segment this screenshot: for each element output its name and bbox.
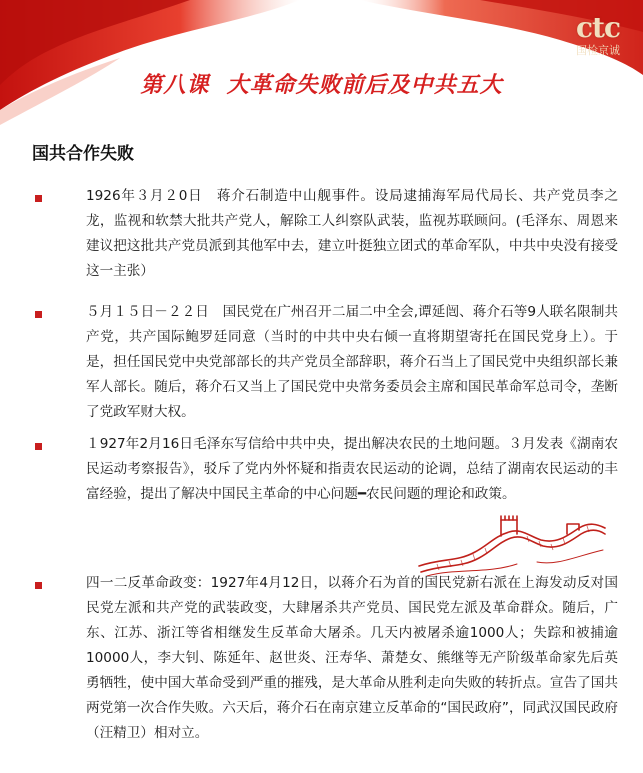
bullet-square: [35, 443, 42, 450]
paragraph-zhongshan-incident: 1926年３月２0日 蒋介石制造中山舰事件。设局逮捕海军局代局长、共产党员李之龙，监视和软禁大批共产党人，解除工人纠察队武装，监视苏联顾问。(毛泽东、周恩来建议把这批共产党员派到其他军中去，建立叶挺独立团式的革命军队，中共中央没有接受这一主张）: [86, 188, 618, 279]
bullet-square: [35, 195, 42, 202]
page-title: 第八课 大革命失败前后及中共五大: [140, 73, 503, 98]
ctc-logo: [563, 11, 633, 60]
paragraph-april-12-coup: 四一二反革命政变：1927年4月12日，以蒋介石为首的国民党新右派在上海发动反对国民党左派和共产党的武装政变，大肆屠杀共产党员、国民党左派及革命群众。随后，广东、江苏、浙江等省相继发生反革命大屠杀。几天内被屠杀逾1000人；失踪和被捕逾10000人，李大钊、陈延年、赵世炎、汪寿华、萧楚女、熊继等无产阶级革命家先后英勇牺牲，使中国大革命受到严重的摧残，是大革命从胜利走向失败的转折点。宣告了国共两党第一次合作失败。六天后，蒋介石在南京建立反革命的“国民政府”，同武汉国民政府（汪精卫）相对立。: [86, 575, 618, 741]
bullet-square: [35, 311, 42, 318]
bullet-square: [35, 582, 42, 589]
paragraph-peasant-report: １927年2月16日毛泽东写信给中共中央，提出解决农民的土地问题。３月发表《湖南农民运动考察报告》，驳斥了党内外怀疑和指责农民运动的论调，总结了湖南农民运动的丰富经验，提出了解决中国民主革命的中心问题━农民问题的理论和政策。: [86, 436, 618, 502]
logo-subtitle: 国检京诚: [576, 44, 620, 57]
paragraph-second-plenum: ５月１５日－２２日 国民党在广州召开二届二中全会,谭延闿、蒋介石等9人联名限制共产党，共产国际鲍罗廷同意（当时的中共中央右倾一直将期望寄托在国民党身上）。于是，担任国民党中央党部部长的共产党员全部辞职，蒋介石当上了国民党中央组织部长兼军人部长。随后，蒋介石又当上了国民党中央常务委员会主席和国民革命军总司令，垄断了党政军财大权。: [86, 304, 618, 420]
great-wall-decoration: [417, 506, 607, 578]
section-heading: 国共合作失败: [32, 144, 134, 164]
logo-mark: ctc: [575, 11, 621, 44]
